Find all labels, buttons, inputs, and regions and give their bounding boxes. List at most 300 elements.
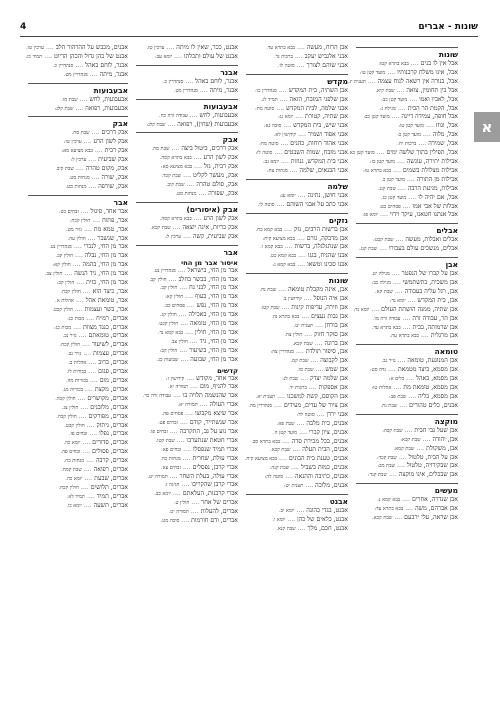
entry-source: שבת קנה. <box>269 465 290 472</box>
entry-term: אברים, נפלו <box>99 430 128 438</box>
leader-dots: .... <box>183 410 195 418</box>
entry-source: בבא קמא ו. <box>260 244 283 251</box>
leader-dots: .... <box>177 284 190 292</box>
entry-source: ברכות יח. <box>397 141 417 148</box>
leader-dots: .... <box>290 446 303 454</box>
leader-dots: .... <box>70 261 83 269</box>
section-heading: מקדש <box>246 74 348 86</box>
leader-dots: .... <box>177 346 190 354</box>
leader-dots: .... <box>390 279 403 287</box>
section-heading: אבלים <box>356 223 458 235</box>
leader-dots: .... <box>80 439 93 447</box>
entry-source: חולין קב. <box>149 276 167 283</box>
entry-source: סנהדרין מט. <box>63 71 88 78</box>
entry-source: מועד קטן כ: <box>397 132 421 139</box>
index-entry <box>28 235 128 244</box>
index-entry <box>246 53 348 62</box>
index-entry <box>356 158 458 167</box>
leader-dots: .... <box>400 314 413 322</box>
entry-source: שבת קלג: <box>146 121 166 128</box>
entry-term: אבני אהוד רוחות, כהנים <box>290 140 348 148</box>
entry-source: תמורה יט. <box>168 509 189 516</box>
entry-source: יומא נד: <box>353 306 370 313</box>
entry-term: אבני הבנאים, שלמה <box>299 166 348 174</box>
entry-term: אבילות מן התורה <box>416 175 458 183</box>
entry-term: אבל, וגוזז <box>435 122 458 130</box>
leader-dots: .... <box>184 181 197 189</box>
leader-dots: .... <box>170 223 183 231</box>
entry-source: שבת קיב. <box>165 182 185 189</box>
leader-dots: .... <box>283 473 295 481</box>
entry-term: אברים, כנגד מצוות <box>82 323 128 331</box>
entry-source: אהלות טו: <box>371 385 392 392</box>
leader-dots: .... <box>191 214 204 222</box>
section-heading: אבנר <box>136 65 238 77</box>
leader-dots: .... <box>77 95 90 103</box>
leader-dots: .... <box>42 52 54 60</box>
index-entry <box>246 226 348 235</box>
entry-source: חולין ט. <box>173 500 190 507</box>
entry-term: אבק רבית, גזל <box>204 163 238 171</box>
leader-dots: .... <box>394 86 407 94</box>
entry-term: אברי קרבן, נפסלים <box>192 463 238 471</box>
index-entry <box>356 471 458 480</box>
index-entry <box>356 60 458 69</box>
entry-source: זבחים צא. <box>160 464 181 471</box>
index-entry <box>28 156 128 165</box>
entry-source: שבת קכא: <box>400 436 421 443</box>
leader-dots: .... <box>298 375 311 383</box>
entry-source: בכורות מה. <box>65 378 88 384</box>
index-entry <box>356 393 458 402</box>
index-column-1 <box>347 44 458 712</box>
entry-term: אבן לקבוצה <box>320 357 348 365</box>
entry-source: מועד קטן ה. <box>273 429 298 436</box>
index-entry <box>356 384 458 393</box>
index-entry <box>246 464 348 473</box>
leader-dots: .... <box>87 70 100 78</box>
leader-dots: .... <box>395 462 407 470</box>
entry-term: אברים, קרבה <box>95 457 128 465</box>
entry-term: אבני חושן, נתינה <box>307 191 348 199</box>
index-entry <box>246 507 348 516</box>
entry-term: אבן שרמותה, בבית <box>412 323 458 331</box>
entry-source: בבא קמא כט. <box>269 253 297 260</box>
index-entry <box>28 243 128 252</box>
leader-dots: .... <box>73 296 86 304</box>
entry-source: מועד קטן כא. <box>347 150 375 157</box>
entry-term: אבר גוע על גב, התקרבה <box>179 428 238 435</box>
index-entry <box>136 44 238 53</box>
entry-term: אבן איה הנופל <box>313 295 348 303</box>
index-entry <box>136 302 238 311</box>
section-heading: אבן <box>356 257 458 269</box>
entry-source: סנהדרין נט. <box>153 267 176 274</box>
entry-source: שבת סו. <box>61 96 78 103</box>
entry-source: מועד קטן טו: <box>398 123 424 130</box>
leader-dots: .... <box>170 392 183 400</box>
index-entry <box>28 413 128 422</box>
entry-source: יומא ו. <box>272 516 286 523</box>
leader-dots: .... <box>181 445 194 453</box>
index-entry <box>246 393 348 402</box>
entry-source: ברכות נד. <box>274 53 293 60</box>
index-entry <box>28 138 128 147</box>
index-entry <box>28 466 128 475</box>
index-entry <box>246 331 348 340</box>
entry-source: חולין צב. <box>45 271 63 278</box>
entry-source: בבא בתרא קסה. <box>159 155 192 162</box>
index-entry <box>28 386 128 395</box>
entry-term: אבן מסמא, באהל <box>416 375 458 383</box>
entry-source: בבא בתרא קטו: <box>378 61 409 67</box>
leader-dots: .... <box>166 275 179 283</box>
entry-source: מכות כג: <box>54 324 72 331</box>
entry-source: שבת סו. <box>297 367 314 374</box>
entry-source: מנחות סט. <box>65 183 87 190</box>
index-entry <box>246 438 348 447</box>
entry-term: אבן, יהודה <box>432 435 458 443</box>
entry-source: סנהדרין כ. <box>52 62 74 69</box>
entry-term: אבן מדבקה, גורם <box>306 234 348 242</box>
index-entry <box>356 131 458 140</box>
index-entry <box>28 332 128 341</box>
index-entry <box>28 147 128 156</box>
index-entry <box>246 516 348 525</box>
entry-term: אבני אלגביש יעקב <box>304 52 348 60</box>
index-entry <box>136 293 238 302</box>
index-entry <box>136 163 238 172</box>
entry-term: אברים, ודם חורמות <box>191 517 238 525</box>
section-heading: מוקצה <box>356 414 458 426</box>
entry-term: אבר מן החי, לבני נח <box>189 284 238 292</box>
leader-dots: .... <box>280 437 292 445</box>
entry-source: שבת לג: <box>282 376 299 383</box>
section-heading: אבר <box>28 195 128 207</box>
index-entry <box>136 338 238 347</box>
entry-term: אבר מן החי, נבלה <box>84 252 128 260</box>
entry-term: אבן ברשות הרבים, נזק <box>293 225 348 233</box>
entry-term: אבנים, מלוכה <box>315 482 348 490</box>
index-entry <box>356 288 458 297</box>
index-entry <box>246 105 348 114</box>
index-entry <box>28 165 128 174</box>
entry-source: שבת קיב. <box>55 166 74 173</box>
entry-source: חולין קכט. <box>157 321 179 328</box>
entry-term: אבר להניף, מום <box>199 383 238 391</box>
leader-dots: .... <box>389 113 402 121</box>
entry-term: אבני מזבח, שמות השבטים <box>284 149 348 157</box>
entry-term: אבן השתיה, בית המקדש <box>288 86 348 94</box>
entry-term: אבן, משקולת <box>426 444 458 452</box>
index-entry <box>28 279 128 288</box>
index-entry <box>28 350 128 359</box>
entry-source: יומא כב. <box>154 491 171 498</box>
entry-term: אבל אנתנו חטאנו, עיקר וידוי <box>389 211 458 219</box>
leader-dots: .... <box>313 321 325 329</box>
entry-term: אבן המנוגעת, טומאה <box>407 357 458 365</box>
entry-term: אבק, שורה <box>101 173 128 181</box>
index-entry <box>246 420 348 429</box>
entry-source: חולין קכט. <box>64 422 85 429</box>
leader-dots: .... <box>183 77 196 85</box>
index-entry <box>356 315 458 324</box>
index-entry <box>246 87 348 96</box>
leader-dots: .... <box>377 245 389 253</box>
entry-term: אבן הר, עבודה זרה <box>412 314 458 322</box>
leader-dots: .... <box>188 383 200 391</box>
index-entry <box>356 105 458 114</box>
index-entry <box>28 270 128 279</box>
leader-dots: .... <box>73 61 86 69</box>
leader-dots: .... <box>188 508 201 516</box>
leader-dots: .... <box>293 113 306 121</box>
leader-dots: .... <box>73 165 86 173</box>
index-entry <box>246 167 348 176</box>
entry-term: אבילות, מניעת הרבה <box>407 184 458 192</box>
entry-term: אבר מן החי, בבשר בחלב <box>178 275 238 283</box>
entry-source: עבודה זרה כח. <box>158 112 188 119</box>
index-entry <box>136 499 238 508</box>
entry-term: אברים, מפורקים <box>88 412 128 420</box>
leader-dots: .... <box>396 184 408 192</box>
section-heading: אבנט <box>246 494 348 506</box>
entry-term: אבל, תפילין בתוך שלשה ימים <box>386 149 458 157</box>
entry-source: חגיגה ז. <box>164 482 180 489</box>
leader-dots: .... <box>378 211 390 219</box>
entry-term: אבעבועות, לחש <box>89 95 128 103</box>
index-entry <box>246 446 348 455</box>
index-entry <box>28 475 128 484</box>
section-heading: שונות <box>356 47 458 59</box>
entry-source: סנהדרין כו: <box>255 87 277 94</box>
entry-source: ערכין טז. <box>146 45 165 51</box>
index-entry <box>356 113 458 122</box>
entry-term: אבנר, לוחם באהל <box>85 61 128 69</box>
leader-dots: .... <box>183 293 196 301</box>
leader-dots: .... <box>191 154 204 162</box>
entry-source: חולין קכח. <box>58 484 79 491</box>
index-entry <box>136 154 238 163</box>
entry-source: נזיר מט. <box>66 226 82 233</box>
entry-source: שבת קנג. <box>377 185 396 192</box>
leader-dots: .... <box>296 131 308 139</box>
leader-dots: .... <box>285 515 298 523</box>
entry-source: עבודה זרה מו. <box>372 315 401 322</box>
entry-source: בבא בתרא נה. <box>271 313 300 320</box>
index-entry <box>246 375 348 384</box>
index-entry <box>246 131 348 140</box>
index-entry <box>246 455 348 464</box>
entry-term: אבק, סולם טהרה <box>196 181 238 189</box>
leader-dots: .... <box>400 496 412 504</box>
entry-source: שבת נח. <box>380 402 398 409</box>
entry-source: זבחים כט. <box>58 208 79 215</box>
leader-dots: .... <box>81 350 94 358</box>
entry-source: יומא נג: <box>278 114 294 121</box>
entry-term: אבל חופה, עמידה דיינה <box>401 113 458 121</box>
entry-source: שבת מב: <box>377 463 396 470</box>
entry-term: אבר מן החי, נפש <box>196 302 238 310</box>
entry-source: חולין קכה. <box>55 395 76 402</box>
entry-source: בכורות לז. <box>66 369 87 376</box>
entry-source: חולין צב. <box>170 338 188 345</box>
entry-source: שבת קמח. <box>61 467 82 474</box>
leader-dots: .... <box>420 131 433 139</box>
entry-term: אבני שיש, בית המקדש <box>293 122 348 130</box>
entry-term: אבק לשון הרע <box>203 214 238 222</box>
entry-term: אבנים, הבית תעלה <box>302 446 348 454</box>
leader-dots: .... <box>164 44 177 51</box>
leader-dots: .... <box>402 426 415 434</box>
leader-dots: .... <box>87 377 100 384</box>
leader-dots: .... <box>400 323 413 331</box>
index-entry <box>356 279 458 288</box>
index-entry <box>28 44 128 53</box>
index-column-3 <box>136 44 238 712</box>
entry-term: אבנט של כהן גדול והכהן הדיוט <box>54 52 128 60</box>
leader-dots: .... <box>295 524 308 532</box>
entry-term: אברים, מקצת <box>94 385 128 393</box>
entry-term: אבן על הבית, טלטול <box>408 453 458 461</box>
entry-source: בבא בתרא סב. <box>251 438 281 445</box>
index-entry <box>246 261 348 270</box>
entry-term: אבל, הקמת הר הבית <box>407 104 458 112</box>
leader-dots: .... <box>84 314 97 322</box>
leader-dots: .... <box>167 472 180 480</box>
leader-dots: .... <box>306 384 319 392</box>
entry-term: אבילות יתירה, עונשה <box>406 157 458 165</box>
entry-term: אבלים, מנשכים עולם בעבורו <box>388 245 458 253</box>
entry-term: אבנים, בית מלבה <box>306 419 348 427</box>
leader-dots: .... <box>89 129 102 137</box>
leader-dots: .... <box>395 104 408 112</box>
entry-source: בבא קמא כח. <box>255 226 283 233</box>
index-entry <box>356 87 458 96</box>
index-entry <box>246 62 348 71</box>
index-entry <box>347 149 458 158</box>
index-entry <box>136 419 238 428</box>
leader-dots: .... <box>395 357 408 365</box>
index-entry <box>28 493 128 502</box>
entry-source: שבת קכא. <box>150 224 171 231</box>
entry-source: סוטה לד: <box>296 411 315 418</box>
index-entry <box>356 194 458 203</box>
entry-source: מועד קטן כז: <box>369 158 396 165</box>
index-entry <box>28 226 128 235</box>
page-number: 4 <box>20 22 27 32</box>
leader-dots: .... <box>81 138 94 146</box>
entry-source: שבת קטז. <box>260 304 280 311</box>
entry-term: אבק לשון הרע <box>203 154 238 162</box>
entry-term: אבלים ואבלות, מעשה <box>405 236 458 244</box>
leader-dots: .... <box>181 232 193 240</box>
section-heading: שונות <box>246 273 348 285</box>
leader-dots: .... <box>85 234 98 242</box>
entry-source: חולין קא: <box>165 294 184 301</box>
leader-dots: .... <box>86 156 99 164</box>
index-entry <box>28 377 128 386</box>
leader-dots: .... <box>278 157 291 165</box>
entry-term: אבר, שנשבר <box>97 234 128 242</box>
leader-dots: .... <box>78 207 91 215</box>
entry-source: תמורה יט. <box>147 473 168 480</box>
leader-dots: .... <box>406 193 419 201</box>
leader-dots: .... <box>276 286 289 294</box>
entry-source: יומא כו. <box>66 502 82 509</box>
entry-source: חולין עה. <box>67 235 86 242</box>
entry-source: סנהדרין נט. <box>49 244 72 251</box>
index-entry <box>356 496 458 505</box>
entry-term: אבל, מלוה <box>432 131 458 139</box>
entry-term: אבני כתב על אבני השוהם <box>286 200 348 208</box>
index-entry <box>136 410 238 419</box>
entry-term: אבר, בשר ועצמות <box>84 305 128 313</box>
entry-term: אברים, ניתוק <box>96 421 128 429</box>
index-entry <box>246 295 348 304</box>
entry-term: אבר מן החי, בעוף <box>195 293 238 301</box>
index-entry <box>136 172 238 181</box>
page-header <box>20 22 478 37</box>
entry-term: אבר מן החי, בישראל <box>187 266 238 274</box>
leader-dots: .... <box>408 60 421 67</box>
entry-term: אבנים, כמות בשביל <box>300 464 348 472</box>
section-heading: טומאה <box>356 344 458 356</box>
leader-dots: .... <box>282 225 294 233</box>
entry-term: אבל, אם יהיה לו <box>418 193 458 201</box>
entry-source: בבא בתרא עה. <box>389 333 419 340</box>
entry-source: בבא מציעא סא: <box>160 164 193 171</box>
entry-source: חולין קכח. <box>60 288 81 295</box>
leader-dots: .... <box>76 332 89 340</box>
entry-source: חולין קכח. <box>56 413 77 420</box>
index-entry <box>136 347 238 356</box>
entry-source: קידושין לא. <box>273 132 297 139</box>
entry-source: בבא קמא ג: <box>272 262 296 269</box>
entry-term: אברי תמיד שנפסלו <box>193 445 238 453</box>
entry-source: מועד קטן כג. <box>381 194 407 201</box>
index-column-2 <box>246 44 348 712</box>
leader-dots: .... <box>92 147 105 155</box>
index-entry <box>136 233 238 242</box>
entry-source: תענית יט: <box>283 483 304 490</box>
entry-source: סנהדרין מט. <box>173 87 198 94</box>
index-entry <box>246 140 348 149</box>
index-entry <box>28 368 128 377</box>
section-heading: אבעבועות <box>28 83 128 95</box>
index-entry <box>136 121 238 130</box>
section-heading: אבק <box>136 132 238 144</box>
entry-source: מועד קטן טו: <box>359 69 386 76</box>
entry-source: נדה סט: <box>370 367 387 374</box>
entry-source: נזיר נב. <box>62 333 77 340</box>
leader-dots: .... <box>296 252 308 260</box>
entry-source: קידושין ז: <box>165 375 185 382</box>
entry-source: תענית יט. <box>293 322 314 329</box>
leader-dots: .... <box>81 466 94 474</box>
leader-dots: .... <box>386 471 399 479</box>
entry-source: יומא כה. <box>63 440 81 447</box>
entry-term: אבק לשון הרע <box>93 138 128 146</box>
index-entry <box>356 211 458 220</box>
index-entry <box>136 356 238 365</box>
entry-term: אבני אפוד ושמיר <box>307 131 348 139</box>
entry-term: אבן ברונה <box>324 339 348 347</box>
leader-dots: .... <box>192 163 204 171</box>
section-heading: אבר <box>136 245 238 257</box>
entry-source: בבא בתרא עד. <box>371 324 401 331</box>
entry-term: אבן שתיה, ממנה הושתת העולם <box>381 305 458 313</box>
